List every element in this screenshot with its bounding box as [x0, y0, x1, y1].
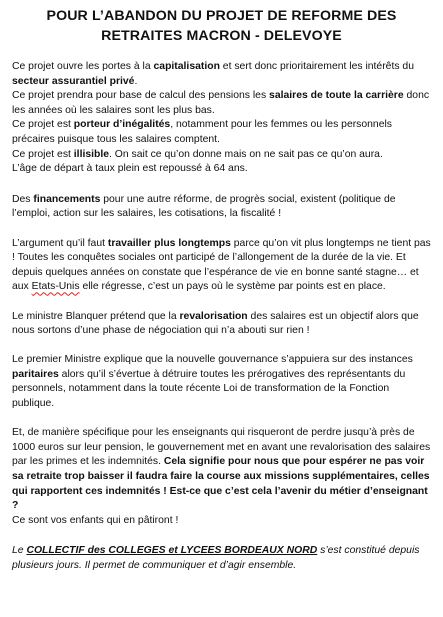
text-run: Et, de manière spécifique pour les enseignants qui risqueront de perdre jusqu’à près de 1000 euros sur leur pension, le gouvernement met en avant une revalorisation des salaires par les primes et les indemnités. [12, 427, 431, 468]
text-run: Ce projet est [12, 148, 74, 160]
text-run: . On sait ce qu’on donne mais on ne sait pas ce qu’on aura. [109, 148, 383, 160]
sentence-capitalisation [12, 60, 431, 89]
sentence-children: Ce sont vos enfants qui en pâtiront ! [12, 514, 179, 526]
paragraph-text [12, 237, 431, 295]
collective-name: COLLECTIF des COLLEGES et LYCEES BORDEAUX NORD [26, 545, 318, 557]
paragraph-text [12, 353, 431, 411]
bold-text: travailler plus longtemps [107, 237, 231, 249]
bold-text: paritaires [12, 368, 59, 380]
paragraph-financing [12, 193, 431, 222]
spellcheck-underlined-text: Etats-Unis [31, 281, 80, 293]
bold-text: financements [33, 193, 101, 205]
signature-collective [12, 544, 431, 573]
bold-text: salaires de toute la carrière [269, 90, 404, 102]
paragraph-work-longer [12, 237, 431, 295]
text-run: s’est constitué depuis plusieurs jours. Il permet de communiquer et d’agir ensemble. [12, 545, 420, 571]
text-run: L’argument qu’il faut [12, 237, 108, 249]
text-run: Ce projet prendra pour base de calcul des pensions les [12, 90, 270, 102]
text-run: . [134, 75, 138, 87]
bold-text: secteur assurantiel privé [12, 75, 135, 87]
text-run: des salaires est un objectif alors que nous sortons d’une phase de négociation qui n’a abouti sur rien ! [12, 310, 419, 337]
text-run: elle régresse, c’est un pays où le système par points est en place. [79, 281, 386, 293]
paragraph-prime-minister [12, 353, 431, 411]
text-run: Le ministre Blanquer prétend que la [12, 310, 180, 322]
sentence-inequalities [12, 118, 431, 147]
bold-text: illisible [73, 148, 110, 160]
sentence-age: L’âge de départ à taux plein est repoussé à 64 ans. [12, 163, 248, 175]
sentence-illegible [12, 148, 431, 163]
title-line-1: POUR L’ABANDON DU PROJET DE REFORME DES [46, 8, 397, 24]
paragraph-teachers [12, 426, 431, 528]
title-line-2: RETRAITES MACRON - DELEVOYE [101, 28, 342, 44]
paragraph-text [12, 193, 431, 222]
text-run: pour une autre réforme, de progrès social, existent (politique de l’emploi, action sur les salaires, les cotisations, la fiscalité ! [12, 193, 396, 220]
bold-text: revalorisation [179, 310, 248, 322]
text-run: Ce projet est [12, 119, 74, 131]
page-title [12, 6, 431, 46]
text-run: Ce projet ouvre les portes à la [12, 61, 154, 72]
text-run: Le [12, 545, 27, 557]
bold-text: Cela signifie pour nous que pour espérer ne pas voir sa retraite trop baisser il faudra faire la course aux missions supplémentaires, celles qui rapportent ces indemnités ! Est-ce que c’est cela l’avenir du métier d’enseignant ? [12, 456, 430, 512]
text-run: parce qu’on vit plus longtemps ne tient pas ! Toutes les conquêtes sociales ont participé de l’allongement de la durée de la vie. Et depuis quelques années on constate que l’espérance de vie en bonne santé stagne… et aux [12, 237, 431, 293]
paragraph-project-critique [12, 60, 431, 177]
sentence-salaries [12, 89, 431, 118]
paragraph-text [12, 426, 431, 514]
bold-text: capitalisation [153, 61, 220, 72]
text-run: Des [12, 193, 34, 205]
bold-text: porteur d’inégalités [73, 119, 171, 131]
text-run: et sert donc prioritairement les intérêts du [219, 61, 414, 72]
text-run: donc les années où les salaires sont les plus bas. [12, 90, 430, 116]
text-run: , notamment pour les femmes ou les personnels précaires puisque tous les salaires comptent. [12, 119, 392, 145]
paragraph-text [12, 310, 431, 339]
text-run: alors qu’il s’évertue à détruire toutes les prérogatives des représentants du personnels, notamment dans la toute récente Loi de transformation de la Fonction publique. [12, 368, 406, 410]
paragraph-blanquer [12, 310, 431, 339]
text-run: Le premier Ministre explique que la nouvelle gouvernance s’appuiera sur des instances [12, 354, 413, 366]
